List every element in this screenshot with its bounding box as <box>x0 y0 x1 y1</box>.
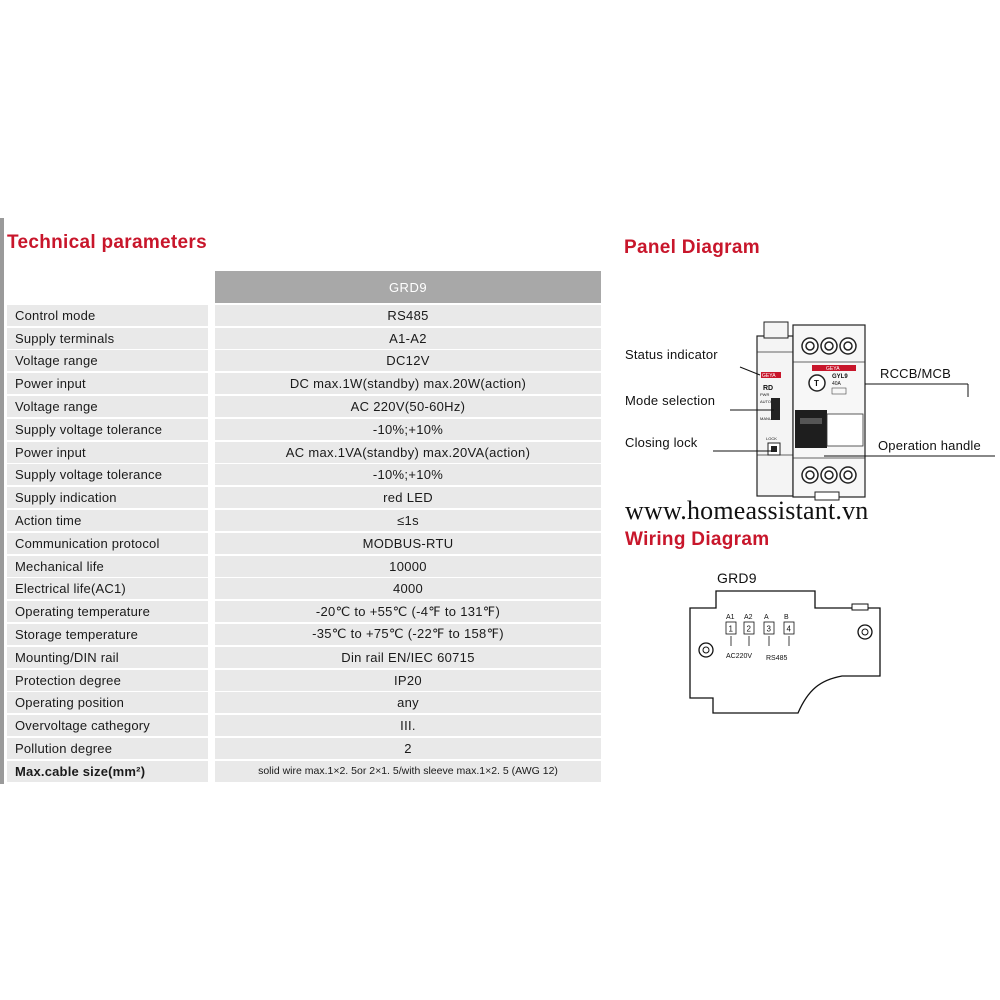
parameter-value: -10%;+10% <box>215 419 601 440</box>
parameter-value: any <box>215 692 601 713</box>
manu-label: MANU <box>760 416 772 421</box>
parameter-label: Voltage range <box>7 350 208 371</box>
parameter-label: Power input <box>7 373 208 394</box>
header-blank-cell <box>7 271 208 303</box>
parameter-label: Supply voltage tolerance <box>7 464 208 485</box>
parameter-value: -20℃ to +55℃ (-4℉ to 131℉) <box>215 601 601 622</box>
model-header: GRD9 <box>215 271 601 303</box>
lock-label: LOCK <box>766 436 777 441</box>
panel-diagram <box>620 315 1000 505</box>
parameter-label: Max.cable size(mm²) <box>7 761 208 782</box>
auto-label: AUTO <box>760 399 772 404</box>
parameter-value: 2 <box>215 738 601 759</box>
website-watermark: www.homeassistant.vn <box>625 496 869 525</box>
wiring-diagram-title: Wiring Diagram <box>625 529 770 550</box>
parameter-label: Communication protocol <box>7 533 208 554</box>
ac220v-label: AC220V <box>726 653 753 660</box>
terminal-name: B <box>784 614 789 621</box>
parameter-value: red LED <box>215 487 601 508</box>
parameter-label: Action time <box>7 510 208 531</box>
rd-model-label: RD <box>763 385 774 392</box>
callout-status-indicator: Status indicator <box>625 347 718 362</box>
table-rows <box>7 305 601 782</box>
terminal-name: A1 <box>726 614 735 621</box>
rccb-rating-label: 40A <box>832 381 841 387</box>
rccb-model-label: GYL9 <box>832 374 848 380</box>
parameters-table <box>7 271 601 782</box>
table-row <box>7 624 601 645</box>
parameter-value: Din rail EN/IEC 60715 <box>215 647 601 668</box>
parameter-label: Power input <box>7 442 208 463</box>
parameter-value: solid wire max.1×2. 5or 2×1. 5/with sleeve max.1×2. 5 (AWG 12) <box>215 761 601 782</box>
terminal-number: 3 <box>766 624 771 634</box>
callout-rccb-mcb: RCCB/MCB <box>880 366 951 381</box>
parameter-label: Protection degree <box>7 670 208 691</box>
table-row <box>7 738 601 759</box>
parameter-value: IP20 <box>215 670 601 691</box>
table-row <box>7 601 601 622</box>
terminal-number: 4 <box>786 624 791 634</box>
parameter-value: DC12V <box>215 350 601 371</box>
callout-operation-handle: Operation handle <box>878 438 981 453</box>
pwr-label: PWR <box>760 392 770 397</box>
terminal-name: A <box>764 614 769 621</box>
parameter-label: Supply indication <box>7 487 208 508</box>
table-row <box>7 464 601 485</box>
parameter-label: Supply voltage tolerance <box>7 419 208 440</box>
mode-switch <box>771 398 780 420</box>
table-row <box>7 510 601 531</box>
table-row <box>7 396 601 417</box>
parameter-label: Operating position <box>7 692 208 713</box>
table-row <box>7 715 601 736</box>
table-row <box>7 373 601 394</box>
parameter-value: ≤1s <box>215 510 601 531</box>
parameter-label: Control mode <box>7 305 208 326</box>
table-row <box>7 556 601 577</box>
wiring-diagram <box>680 585 900 720</box>
parameter-label: Operating temperature <box>7 601 208 622</box>
parameter-value: RS485 <box>215 305 601 326</box>
parameter-value: MODBUS-RTU <box>215 533 601 554</box>
parameter-value: -35℃ to +75℃ (-22℉ to 158℉) <box>215 624 601 645</box>
table-row <box>7 647 601 668</box>
parameter-label: Electrical life(AC1) <box>7 578 208 599</box>
bottom-screw-terminals <box>802 467 856 483</box>
parameter-label: Pollution degree <box>7 738 208 759</box>
callout-mode-selection: Mode selection <box>625 393 716 408</box>
svg-text:T: T <box>814 379 819 388</box>
right-mount-hole <box>858 625 872 639</box>
table-row <box>7 578 601 599</box>
table-row <box>7 328 601 349</box>
parameter-value: -10%;+10% <box>215 464 601 485</box>
terminal-number: 2 <box>746 624 751 634</box>
terminal-name: A2 <box>744 614 753 621</box>
parameter-label: Mounting/DIN rail <box>7 647 208 668</box>
table-row <box>7 442 601 463</box>
parameter-label: Storage temperature <box>7 624 208 645</box>
rd-module-top-tab <box>764 322 788 338</box>
table-row <box>7 692 601 713</box>
technical-parameters-title: Technical parameters <box>7 232 207 253</box>
parameter-label: Overvoltage cathegory <box>7 715 208 736</box>
rs485-label: RS485 <box>766 655 788 662</box>
table-row <box>7 761 601 782</box>
parameter-label: Supply terminals <box>7 328 208 349</box>
table-row <box>7 350 601 371</box>
top-screw-terminals <box>802 338 856 354</box>
parameter-label: Voltage range <box>7 396 208 417</box>
table-row <box>7 533 601 554</box>
table-row <box>7 305 601 326</box>
table-row <box>7 670 601 691</box>
parameter-value: A1-A2 <box>215 328 601 349</box>
terminal-number: 1 <box>728 624 733 634</box>
parameter-value: 4000 <box>215 578 601 599</box>
table-header <box>7 271 601 303</box>
parameter-value: AC 220V(50-60Hz) <box>215 396 601 417</box>
left-mount-hole <box>699 643 713 657</box>
rd-brand-label: GEYA <box>762 373 776 379</box>
parameter-value: III. <box>215 715 601 736</box>
table-row <box>7 487 601 508</box>
table-row <box>7 419 601 440</box>
panel-diagram-title: Panel Diagram <box>624 237 760 258</box>
rccb-brand-label: GEYA <box>826 366 840 372</box>
callout-closing-lock: Closing lock <box>625 435 698 450</box>
parameter-value: 10000 <box>215 556 601 577</box>
parameter-value: DC max.1W(standby) max.20W(action) <box>215 373 601 394</box>
operation-handle <box>795 410 827 448</box>
parameter-value: AC max.1VA(standby) max.20VA(action) <box>215 442 601 463</box>
wiring-model-label: GRD9 <box>717 570 757 586</box>
left-accent-bar <box>0 218 4 784</box>
parameter-label: Mechanical life <box>7 556 208 577</box>
